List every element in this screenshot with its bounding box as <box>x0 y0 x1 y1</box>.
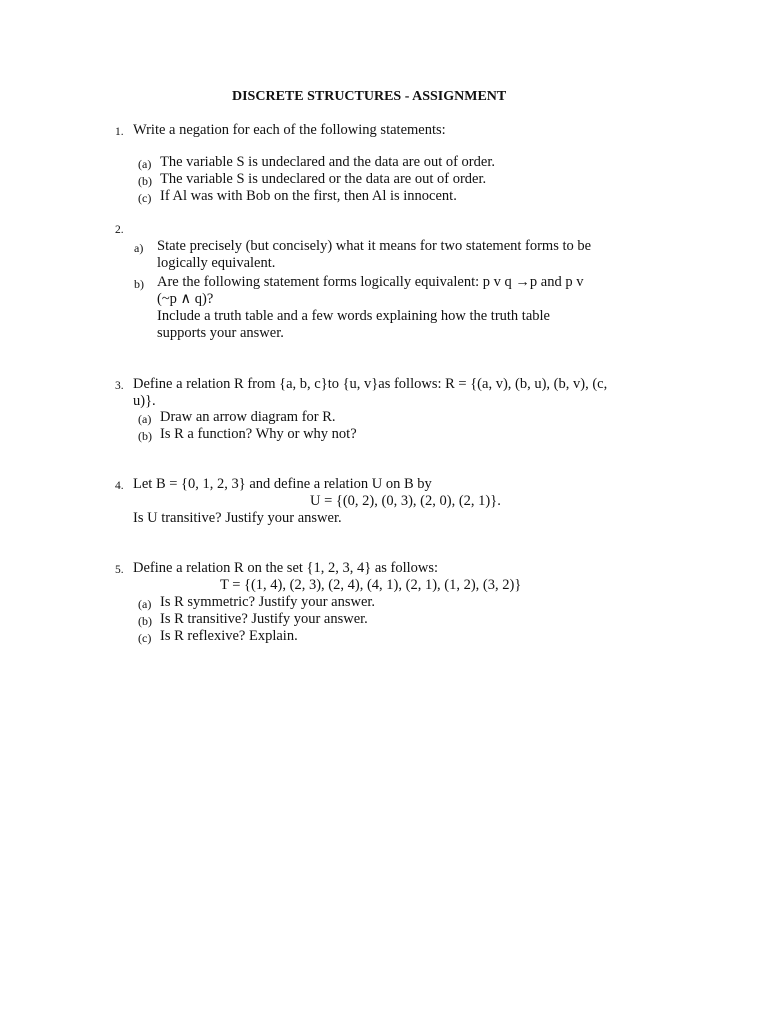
q2-b-label: b) <box>134 277 144 291</box>
q2-a-label: a) <box>134 241 144 255</box>
q1-number: 1. <box>115 126 124 138</box>
q3-b-label: (b) <box>138 429 152 443</box>
q1-a-text: The variable S is undeclared and the data are out of order. <box>160 154 495 170</box>
q5-a-text: Is R symmetric? Justify your answer. <box>160 594 376 610</box>
q5-line1: Define a relation R on the set {1, 2, 3, 4} as follows: <box>133 560 439 576</box>
q1-a-label: (a) <box>138 157 152 171</box>
q4-question: Is U transitive? Justify your answer. <box>133 510 342 526</box>
q3-a-label: (a) <box>138 412 152 426</box>
q4-line1: Let B = {0, 1, 2, 3} and define a relation U on B by <box>133 476 432 492</box>
q2-b-line4: supports your answer. <box>157 325 284 341</box>
q5-relation: T = {(1, 4), (2, 3), (2, 4), (4, 1), (2, 1), (1, 2), (3, 2)} <box>220 577 522 593</box>
q2-a-line1: State precisely (but concisely) what it means for two statement forms to be <box>157 238 592 254</box>
q3-line1: Define a relation R from {a, b, c}to {u, v}as follows: R = {(a, v), (b, u), (b, v), (c, <box>133 376 608 392</box>
page-title: DISCRETE STRUCTURES - ASSIGNMENT <box>232 89 507 104</box>
q3-b-text: Is R a function? Why or why not? <box>160 426 357 442</box>
q2-b-line3: Include a truth table and a few words explaining how the truth table <box>157 308 550 324</box>
q1-b-text: The variable S is undeclared or the data are out of order. <box>160 171 487 187</box>
q3-a-text: Draw an arrow diagram for R. <box>160 409 336 425</box>
q4-number: 4. <box>115 480 124 492</box>
q2-b-line1: Are the following statement forms logically equivalent: p v q →p and p v <box>157 274 584 290</box>
q4-relation: U = {(0, 2), (0, 3), (2, 0), (2, 1)}. <box>310 493 501 509</box>
q2-a-line2: logically equivalent. <box>157 255 276 271</box>
q5-number: 5. <box>115 564 124 576</box>
q5-a-label: (a) <box>138 597 152 611</box>
q2-b-line2: (~p ∧ q)? <box>157 291 214 307</box>
q2-number: 2. <box>115 224 124 236</box>
q3-line2: u)}. <box>133 393 156 409</box>
q1-c-text: If Al was with Bob on the first, then Al is innocent. <box>160 188 457 204</box>
q5-c-label: (c) <box>138 631 152 645</box>
q1-text: Write a negation for each of the following statements: <box>133 122 446 138</box>
q1-b-label: (b) <box>138 174 152 188</box>
q5-b-label: (b) <box>138 614 152 628</box>
q3-number: 3. <box>115 380 124 392</box>
q1-c-label: (c) <box>138 191 152 205</box>
q5-b-text: Is R transitive? Justify your answer. <box>160 611 368 627</box>
q5-c-text: Is R reflexive? Explain. <box>160 628 298 644</box>
